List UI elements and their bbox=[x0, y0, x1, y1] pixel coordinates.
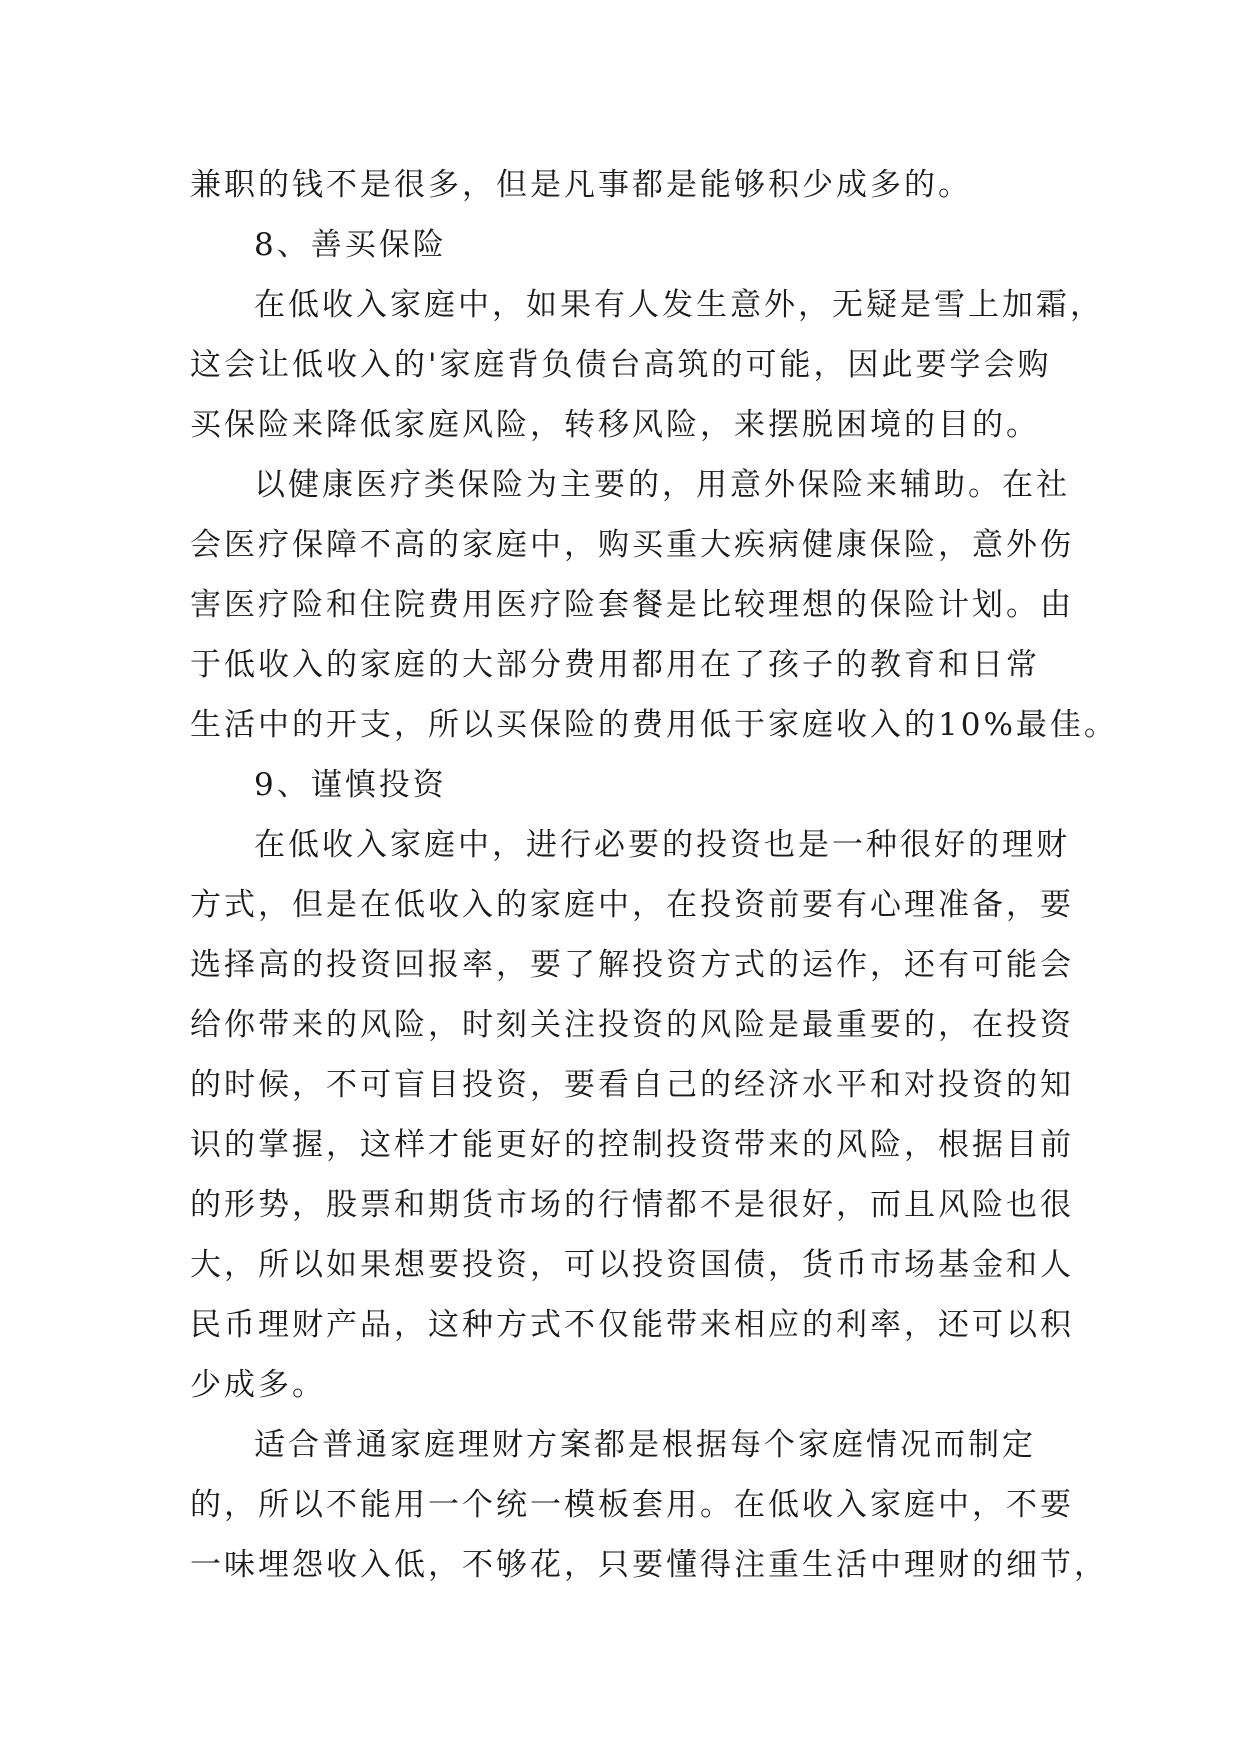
text-line: 生活中的开支，所以买保险的费用低于家庭收入的10%最佳。 bbox=[190, 707, 1118, 743]
text-line: 识的掌握，这样才能更好的控制投资带来的风险，根据目前 bbox=[190, 1127, 1074, 1163]
section-heading-investment: 9、谨慎投资 bbox=[254, 767, 447, 803]
text-line: 以健康医疗类保险为主要的，用意外保险来辅助。在社 bbox=[254, 467, 1070, 503]
text-line: 于低收入的家庭的大部分费用都用在了孩子的教育和日常 bbox=[190, 647, 1040, 683]
text-line: 给你带来的风险，时刻关注投资的风险是最重要的，在投资 bbox=[190, 1007, 1074, 1043]
text-line: 会医疗保障不高的家庭中，购买重大疾病健康保险，意外伤 bbox=[190, 527, 1074, 563]
body-text bbox=[190, 155, 1118, 1595]
text-line: 买保险来降低家庭风险，转移风险，来摆脱困境的目的。 bbox=[190, 407, 1040, 443]
text-line: 的时候，不可盲目投资，要看自己的经济水平和对投资的知 bbox=[190, 1067, 1074, 1103]
text-line: 的，所以不能用一个统一模板套用。在低收入家庭中，不要 bbox=[190, 1487, 1074, 1523]
text-line: 一味埋怨收入低，不够花，只要懂得注重生活中理财的细节， bbox=[190, 1547, 1108, 1583]
text-line: 这会让低收入的'家庭背负债台高筑的可能，因此要学会购 bbox=[190, 347, 1052, 383]
text-line: 民币理财产品，这种方式不仅能带来相应的利率，还可以积 bbox=[190, 1307, 1074, 1343]
text-line: 少成多。 bbox=[190, 1367, 326, 1403]
text-line: 在低收入家庭中，进行必要的投资也是一种很好的理财 bbox=[254, 827, 1070, 863]
text-line: 害医疗险和住院费用医疗险套餐是比较理想的保险计划。由 bbox=[190, 587, 1074, 623]
text-line: 的形势，股票和期货市场的行情都不是很好，而且风险也很 bbox=[190, 1187, 1074, 1223]
text-line: 方式，但是在低收入的家庭中，在投资前要有心理准备，要 bbox=[190, 887, 1074, 923]
section-heading-insurance: 8、善买保险 bbox=[254, 227, 447, 263]
text-line: 在低收入家庭中，如果有人发生意外，无疑是雪上加霜， bbox=[254, 287, 1104, 323]
text-line: 选择高的投资回报率，要了解投资方式的运作，还有可能会 bbox=[190, 947, 1074, 983]
text-line: 兼职的钱不是很多，但是凡事都是能够积少成多的。 bbox=[190, 167, 972, 203]
text-line: 大，所以如果想要投资，可以投资国债，货币市场基金和人 bbox=[190, 1247, 1074, 1283]
text-line: 适合普通家庭理财方案都是根据每个家庭情况而制定 bbox=[254, 1427, 1036, 1463]
